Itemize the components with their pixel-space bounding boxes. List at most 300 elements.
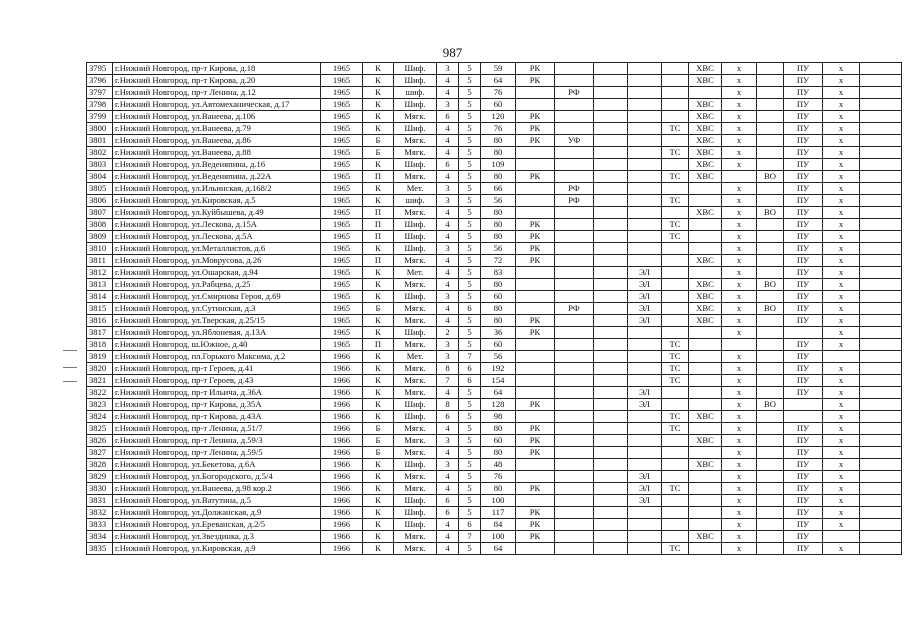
cell-metering: ПУ bbox=[784, 123, 823, 135]
cell-mark-x: х bbox=[722, 63, 757, 75]
housing-register-table bbox=[86, 62, 902, 555]
cell-apartments: 80 bbox=[481, 147, 516, 159]
cell-year-built: 1965 bbox=[321, 279, 363, 291]
cell-roof-type: Мягк. bbox=[394, 207, 437, 219]
table-row bbox=[87, 219, 902, 231]
cell-mark-x: х bbox=[722, 315, 757, 327]
cell-metering: ПУ bbox=[784, 435, 823, 447]
cell-mark-x: х bbox=[722, 183, 757, 195]
cell-row-number: 3811 bbox=[87, 255, 113, 267]
cell-ventilation bbox=[757, 243, 784, 255]
cell-wall-material: К bbox=[363, 399, 394, 411]
cell-metering: ПУ bbox=[784, 459, 823, 471]
cell-repair-uf bbox=[594, 99, 628, 111]
cell-cold-water: ХВС bbox=[689, 303, 722, 315]
cell-mark-x-2 bbox=[823, 351, 860, 363]
table-row bbox=[87, 519, 902, 531]
cell-repair-rk bbox=[516, 279, 555, 291]
cell-mark-x-2: х bbox=[823, 375, 860, 387]
cell-empty bbox=[860, 375, 902, 387]
cell-entrances: 3 bbox=[437, 243, 459, 255]
cell-repair-rf: РФ bbox=[555, 183, 594, 195]
cell-cold-water bbox=[689, 483, 722, 495]
cell-cold-water: ХВС bbox=[689, 435, 722, 447]
cell-year-built: 1965 bbox=[321, 147, 363, 159]
cell-mark-x: х bbox=[722, 411, 757, 423]
cell-repair-rk bbox=[516, 411, 555, 423]
cell-mark-x: х bbox=[722, 231, 757, 243]
cell-repair-rf bbox=[555, 399, 594, 411]
cell-cold-water: ХВС bbox=[689, 63, 722, 75]
cell-cold-water: ХВС bbox=[689, 291, 722, 303]
cell-apartments: 36 bbox=[481, 327, 516, 339]
cell-heat-supply: ТС bbox=[662, 543, 689, 555]
cell-apartments: 98 bbox=[481, 411, 516, 423]
cell-cold-water bbox=[689, 387, 722, 399]
cell-repair-rk bbox=[516, 471, 555, 483]
cell-mark-x: х bbox=[722, 87, 757, 99]
cell-repair-rk bbox=[516, 207, 555, 219]
cell-repair-uf bbox=[594, 339, 628, 351]
cell-repair-rk bbox=[516, 183, 555, 195]
cell-empty bbox=[860, 75, 902, 87]
cell-roof-type: Мет. bbox=[394, 351, 437, 363]
cell-cold-water bbox=[689, 363, 722, 375]
cell-ventilation bbox=[757, 435, 784, 447]
cell-heat-supply bbox=[662, 399, 689, 411]
cell-mark-x-2: х bbox=[823, 207, 860, 219]
cell-metering: ПУ bbox=[784, 375, 823, 387]
table-row bbox=[87, 459, 902, 471]
cell-wall-material: К bbox=[363, 531, 394, 543]
cell-cold-water: ХВС bbox=[689, 459, 722, 471]
cell-repair-rf bbox=[555, 231, 594, 243]
cell-electricity bbox=[628, 135, 662, 147]
cell-ventilation: ВО bbox=[757, 303, 784, 315]
cell-row-number: 3825 bbox=[87, 423, 113, 435]
cell-roof-type: Мягк. bbox=[394, 543, 437, 555]
margin-mark bbox=[63, 381, 77, 382]
cell-repair-uf bbox=[594, 267, 628, 279]
cell-empty bbox=[860, 279, 902, 291]
cell-repair-rf bbox=[555, 243, 594, 255]
cell-entrances: 4 bbox=[437, 207, 459, 219]
cell-row-number: 3810 bbox=[87, 243, 113, 255]
cell-repair-rk bbox=[516, 147, 555, 159]
cell-ventilation bbox=[757, 423, 784, 435]
cell-metering bbox=[784, 411, 823, 423]
cell-heat-supply bbox=[662, 279, 689, 291]
cell-row-number: 3822 bbox=[87, 387, 113, 399]
cell-mark-x-2: х bbox=[823, 423, 860, 435]
cell-heat-supply bbox=[662, 183, 689, 195]
cell-repair-rk: РК bbox=[516, 123, 555, 135]
cell-apartments: 59 bbox=[481, 63, 516, 75]
cell-mark-x-2: х bbox=[823, 483, 860, 495]
cell-cold-water bbox=[689, 471, 722, 483]
cell-apartments: 80 bbox=[481, 315, 516, 327]
cell-mark-x: х bbox=[722, 279, 757, 291]
cell-repair-uf bbox=[594, 471, 628, 483]
cell-entrances: 3 bbox=[437, 63, 459, 75]
table-row bbox=[87, 243, 902, 255]
table-row bbox=[87, 99, 902, 111]
cell-roof-type: Мягк. bbox=[394, 255, 437, 267]
cell-empty bbox=[860, 231, 902, 243]
cell-row-number: 3831 bbox=[87, 495, 113, 507]
cell-entrances: 2 bbox=[437, 327, 459, 339]
table-row bbox=[87, 87, 902, 99]
cell-ventilation bbox=[757, 447, 784, 459]
cell-repair-rk bbox=[516, 267, 555, 279]
cell-year-built: 1966 bbox=[321, 459, 363, 471]
cell-cold-water: ХВС bbox=[689, 159, 722, 171]
cell-mark-x-2: х bbox=[823, 99, 860, 111]
cell-ventilation bbox=[757, 375, 784, 387]
cell-empty bbox=[860, 459, 902, 471]
cell-repair-rk: РК bbox=[516, 231, 555, 243]
cell-roof-type: Мягк. bbox=[394, 435, 437, 447]
cell-year-built: 1965 bbox=[321, 243, 363, 255]
cell-electricity bbox=[628, 255, 662, 267]
cell-empty bbox=[860, 531, 902, 543]
cell-ventilation bbox=[757, 99, 784, 111]
cell-repair-rk: РК bbox=[516, 75, 555, 87]
table-row bbox=[87, 111, 902, 123]
cell-wall-material: К bbox=[363, 75, 394, 87]
cell-metering: ПУ bbox=[784, 99, 823, 111]
table-row bbox=[87, 327, 902, 339]
cell-year-built: 1966 bbox=[321, 411, 363, 423]
cell-repair-uf bbox=[594, 243, 628, 255]
cell-floors: 5 bbox=[459, 543, 481, 555]
cell-cold-water: ХВС bbox=[689, 147, 722, 159]
cell-entrances: 3 bbox=[437, 99, 459, 111]
cell-repair-uf bbox=[594, 207, 628, 219]
cell-cold-water: ХВС bbox=[689, 531, 722, 543]
cell-metering: ПУ bbox=[784, 195, 823, 207]
cell-heat-supply bbox=[662, 327, 689, 339]
cell-metering: ПУ bbox=[784, 471, 823, 483]
cell-repair-uf bbox=[594, 159, 628, 171]
cell-row-number: 3799 bbox=[87, 111, 113, 123]
cell-empty bbox=[860, 87, 902, 99]
cell-entrances: 4 bbox=[437, 447, 459, 459]
cell-mark-x-2: х bbox=[823, 183, 860, 195]
cell-mark-x-2: х bbox=[823, 75, 860, 87]
cell-mark-x: х bbox=[722, 75, 757, 87]
cell-mark-x-2: х bbox=[823, 459, 860, 471]
cell-metering: ПУ bbox=[784, 255, 823, 267]
table-row bbox=[87, 543, 902, 555]
cell-repair-rk: РК bbox=[516, 483, 555, 495]
cell-ventilation: ВО bbox=[757, 399, 784, 411]
cell-electricity bbox=[628, 411, 662, 423]
cell-ventilation bbox=[757, 351, 784, 363]
cell-repair-uf bbox=[594, 291, 628, 303]
cell-apartments: 60 bbox=[481, 291, 516, 303]
cell-wall-material: К bbox=[363, 315, 394, 327]
cell-row-number: 3835 bbox=[87, 543, 113, 555]
cell-empty bbox=[860, 267, 902, 279]
cell-mark-x-2: х bbox=[823, 111, 860, 123]
cell-apartments: 154 bbox=[481, 375, 516, 387]
cell-repair-rk bbox=[516, 195, 555, 207]
cell-repair-rk: РК bbox=[516, 435, 555, 447]
cell-metering: ПУ bbox=[784, 423, 823, 435]
cell-repair-uf bbox=[594, 255, 628, 267]
cell-heat-supply: ТС bbox=[662, 195, 689, 207]
cell-heat-supply bbox=[662, 387, 689, 399]
table-row bbox=[87, 447, 902, 459]
cell-cold-water: ХВС bbox=[689, 279, 722, 291]
cell-repair-rf bbox=[555, 171, 594, 183]
cell-year-built: 1965 bbox=[321, 171, 363, 183]
cell-mark-x: х bbox=[722, 399, 757, 411]
cell-apartments: 60 bbox=[481, 435, 516, 447]
cell-wall-material: П bbox=[363, 207, 394, 219]
cell-roof-type: Мягк. bbox=[394, 315, 437, 327]
cell-wall-material: Б bbox=[363, 147, 394, 159]
cell-repair-rf bbox=[555, 543, 594, 555]
cell-address: г.Нижний Новгород, пр-т Ленина, д.51/7 bbox=[113, 423, 321, 435]
cell-mark-x: х bbox=[722, 123, 757, 135]
cell-repair-rf: УФ bbox=[555, 135, 594, 147]
cell-apartments: 80 bbox=[481, 231, 516, 243]
cell-roof-type: Шиф. bbox=[394, 63, 437, 75]
cell-entrances: 4 bbox=[437, 519, 459, 531]
cell-electricity bbox=[628, 507, 662, 519]
cell-mark-x-2: х bbox=[823, 471, 860, 483]
table-row bbox=[87, 303, 902, 315]
cell-repair-rk bbox=[516, 351, 555, 363]
cell-ventilation bbox=[757, 483, 784, 495]
cell-ventilation bbox=[757, 327, 784, 339]
cell-repair-rk: РК bbox=[516, 111, 555, 123]
cell-mark-x: х bbox=[722, 207, 757, 219]
cell-cold-water: ХВС bbox=[689, 411, 722, 423]
cell-repair-rf bbox=[555, 411, 594, 423]
cell-floors: 5 bbox=[459, 435, 481, 447]
cell-electricity bbox=[628, 435, 662, 447]
cell-floors: 5 bbox=[459, 159, 481, 171]
cell-address: г.Нижний Новгород, ул.Ошарская, д.94 bbox=[113, 267, 321, 279]
cell-row-number: 3832 bbox=[87, 507, 113, 519]
cell-electricity bbox=[628, 159, 662, 171]
cell-year-built: 1965 bbox=[321, 75, 363, 87]
cell-entrances: 4 bbox=[437, 231, 459, 243]
cell-ventilation bbox=[757, 183, 784, 195]
cell-year-built: 1965 bbox=[321, 183, 363, 195]
cell-ventilation bbox=[757, 267, 784, 279]
cell-mark-x-2: х bbox=[823, 219, 860, 231]
cell-heat-supply bbox=[662, 255, 689, 267]
cell-entrances: 6 bbox=[437, 411, 459, 423]
cell-repair-rf bbox=[555, 423, 594, 435]
cell-wall-material: К bbox=[363, 279, 394, 291]
cell-entrances: 4 bbox=[437, 471, 459, 483]
cell-roof-type: Шиф. bbox=[394, 99, 437, 111]
cell-electricity: ЭЛ bbox=[628, 399, 662, 411]
cell-floors: 5 bbox=[459, 219, 481, 231]
cell-mark-x: х bbox=[722, 255, 757, 267]
cell-empty bbox=[860, 219, 902, 231]
cell-apartments: 80 bbox=[481, 303, 516, 315]
cell-metering: ПУ bbox=[784, 303, 823, 315]
cell-electricity bbox=[628, 147, 662, 159]
cell-mark-x-2 bbox=[823, 531, 860, 543]
cell-metering: ПУ bbox=[784, 519, 823, 531]
cell-repair-rk: РК bbox=[516, 399, 555, 411]
cell-cold-water: ХВС bbox=[689, 75, 722, 87]
cell-apartments: 128 bbox=[481, 399, 516, 411]
cell-electricity bbox=[628, 63, 662, 75]
cell-wall-material: К bbox=[363, 111, 394, 123]
cell-repair-rk bbox=[516, 339, 555, 351]
cell-floors: 5 bbox=[459, 207, 481, 219]
cell-heat-supply bbox=[662, 291, 689, 303]
cell-repair-uf bbox=[594, 531, 628, 543]
cell-entrances: 4 bbox=[437, 75, 459, 87]
cell-metering: ПУ bbox=[784, 183, 823, 195]
cell-electricity bbox=[628, 171, 662, 183]
cell-repair-rk: РК bbox=[516, 507, 555, 519]
cell-entrances: 4 bbox=[437, 135, 459, 147]
cell-wall-material: К bbox=[363, 183, 394, 195]
cell-repair-uf bbox=[594, 483, 628, 495]
cell-mark-x: х bbox=[722, 495, 757, 507]
cell-year-built: 1966 bbox=[321, 531, 363, 543]
cell-mark-x-2: х bbox=[823, 315, 860, 327]
cell-address: г.Нижний Новгород, ул.Металлистов, д.6 bbox=[113, 243, 321, 255]
cell-address: г.Нижний Новгород, пр-т Ленина, д.59/5 bbox=[113, 447, 321, 459]
cell-repair-rf bbox=[555, 255, 594, 267]
cell-address: г.Нижний Новгород, пр-т Ленина, д.59/3 bbox=[113, 435, 321, 447]
cell-address: г.Нижний Новгород, пр-т Ильича, д.36А bbox=[113, 387, 321, 399]
cell-row-number: 3797 bbox=[87, 87, 113, 99]
cell-apartments: 76 bbox=[481, 87, 516, 99]
cell-row-number: 3820 bbox=[87, 363, 113, 375]
cell-mark-x: х bbox=[722, 159, 757, 171]
table-row bbox=[87, 471, 902, 483]
cell-repair-uf bbox=[594, 147, 628, 159]
cell-heat-supply: ТС bbox=[662, 411, 689, 423]
cell-repair-uf bbox=[594, 375, 628, 387]
cell-metering: ПУ bbox=[784, 483, 823, 495]
cell-heat-supply bbox=[662, 99, 689, 111]
cell-apartments: 117 bbox=[481, 507, 516, 519]
cell-row-number: 3830 bbox=[87, 483, 113, 495]
cell-mark-x: х bbox=[722, 387, 757, 399]
cell-wall-material: К bbox=[363, 267, 394, 279]
cell-row-number: 3798 bbox=[87, 99, 113, 111]
cell-metering: ПУ bbox=[784, 279, 823, 291]
cell-heat-supply bbox=[662, 75, 689, 87]
cell-mark-x-2: х bbox=[823, 135, 860, 147]
cell-repair-rf bbox=[555, 483, 594, 495]
cell-repair-uf bbox=[594, 351, 628, 363]
table-row bbox=[87, 231, 902, 243]
cell-wall-material: К bbox=[363, 327, 394, 339]
cell-apartments: 60 bbox=[481, 99, 516, 111]
cell-metering: ПУ bbox=[784, 315, 823, 327]
cell-roof-type: шиф. bbox=[394, 195, 437, 207]
cell-entrances: 7 bbox=[437, 375, 459, 387]
cell-heat-supply: ТС bbox=[662, 423, 689, 435]
cell-apartments: 120 bbox=[481, 111, 516, 123]
cell-roof-type: Мягк. bbox=[394, 279, 437, 291]
cell-cold-water bbox=[689, 423, 722, 435]
cell-year-built: 1965 bbox=[321, 327, 363, 339]
cell-ventilation bbox=[757, 459, 784, 471]
cell-electricity bbox=[628, 207, 662, 219]
cell-floors: 5 bbox=[459, 399, 481, 411]
cell-ventilation bbox=[757, 315, 784, 327]
table-row bbox=[87, 207, 902, 219]
cell-repair-rk: РК bbox=[516, 423, 555, 435]
cell-floors: 5 bbox=[459, 123, 481, 135]
cell-row-number: 3826 bbox=[87, 435, 113, 447]
cell-repair-rf bbox=[555, 207, 594, 219]
cell-wall-material: К bbox=[363, 483, 394, 495]
cell-repair-rk: РК bbox=[516, 531, 555, 543]
cell-cold-water: ХВС bbox=[689, 315, 722, 327]
cell-mark-x: х bbox=[722, 195, 757, 207]
cell-row-number: 3796 bbox=[87, 75, 113, 87]
cell-apartments: 56 bbox=[481, 195, 516, 207]
cell-year-built: 1965 bbox=[321, 159, 363, 171]
cell-mark-x-2: х bbox=[823, 387, 860, 399]
cell-repair-uf bbox=[594, 75, 628, 87]
cell-repair-rf bbox=[555, 447, 594, 459]
cell-mark-x: х bbox=[722, 519, 757, 531]
cell-cold-water bbox=[689, 195, 722, 207]
cell-cold-water: ХВС bbox=[689, 171, 722, 183]
cell-wall-material: К bbox=[363, 519, 394, 531]
cell-electricity: ЭЛ bbox=[628, 303, 662, 315]
cell-repair-uf bbox=[594, 411, 628, 423]
cell-ventilation: ВО bbox=[757, 279, 784, 291]
cell-address: г.Нижний Новгород, пл.Горького Максима, д.2 bbox=[113, 351, 321, 363]
cell-roof-type: Мягк. bbox=[394, 447, 437, 459]
cell-wall-material: П bbox=[363, 171, 394, 183]
cell-mark-x-2: х bbox=[823, 507, 860, 519]
cell-wall-material: К bbox=[363, 159, 394, 171]
cell-empty bbox=[860, 123, 902, 135]
cell-empty bbox=[860, 339, 902, 351]
cell-address: г.Нижний Новгород, ул.Яблоневая, д.13А bbox=[113, 327, 321, 339]
cell-entrances: 4 bbox=[437, 219, 459, 231]
cell-metering: ПУ bbox=[784, 543, 823, 555]
cell-floors: 5 bbox=[459, 111, 481, 123]
cell-electricity bbox=[628, 195, 662, 207]
cell-year-built: 1965 bbox=[321, 195, 363, 207]
cell-wall-material: К bbox=[363, 543, 394, 555]
cell-wall-material: К bbox=[363, 507, 394, 519]
table-row bbox=[87, 171, 902, 183]
cell-empty bbox=[860, 483, 902, 495]
cell-electricity bbox=[628, 351, 662, 363]
cell-wall-material: К bbox=[363, 195, 394, 207]
cell-repair-rk bbox=[516, 375, 555, 387]
cell-entrances: 6 bbox=[437, 495, 459, 507]
table-row bbox=[87, 123, 902, 135]
cell-cold-water bbox=[689, 375, 722, 387]
cell-floors: 5 bbox=[459, 423, 481, 435]
cell-row-number: 3816 bbox=[87, 315, 113, 327]
cell-heat-supply bbox=[662, 495, 689, 507]
table-row bbox=[87, 315, 902, 327]
